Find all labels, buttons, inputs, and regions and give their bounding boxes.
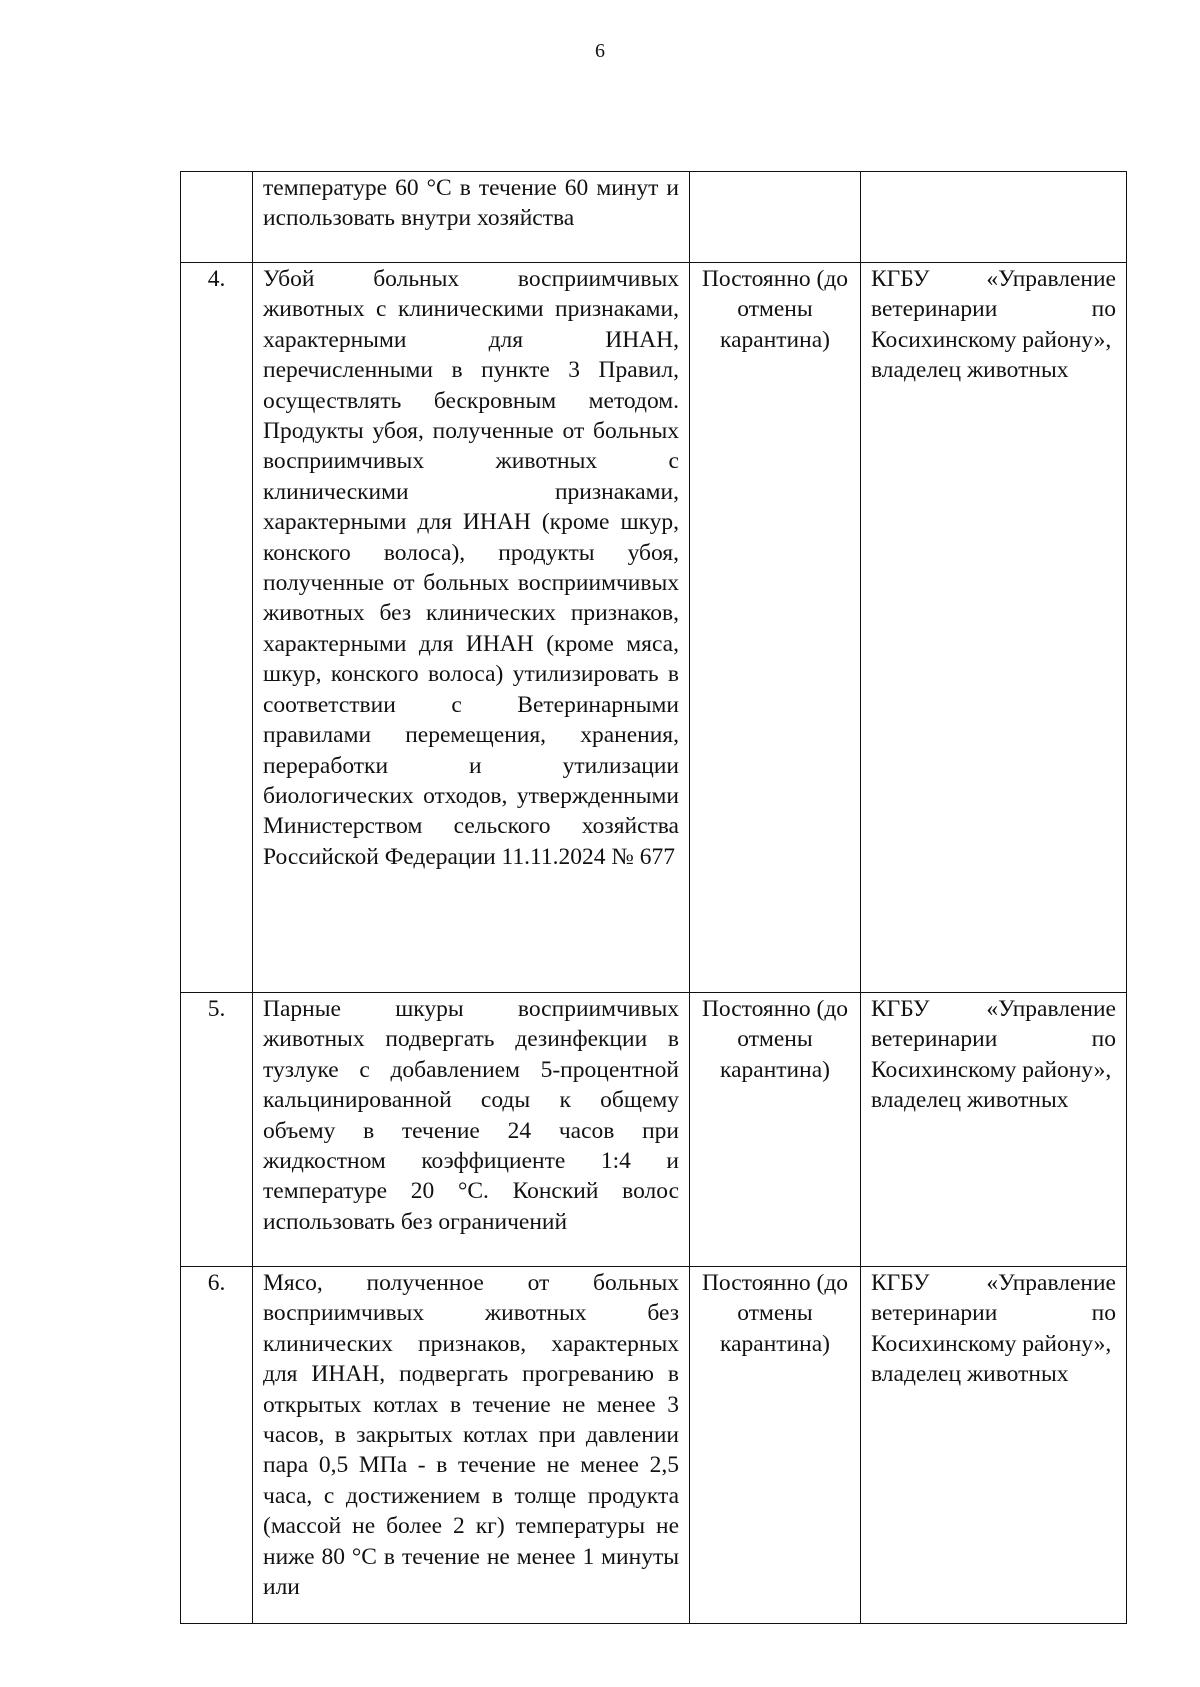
responsible-org: КГБУ «Управление ветеринарии по Косихинскому району», <box>871 1270 1116 1357</box>
responsible-owner: владелец животных <box>871 1361 1069 1388</box>
measure-text: температуре 60 °С в течение 60 минут и использовать внутри хозяйства <box>253 172 690 263</box>
row-number <box>181 172 253 263</box>
term-cell: Постоянно (до отмены карантина) <box>690 1267 861 1624</box>
term-cell <box>690 172 861 263</box>
measure-text: Парные шкуры восприимчивых животных подвергать дезинфекции в тузлуке с добавлением 5-процентной кальцинированной соды к общему объему в течение 24 часов при жидкостном коэффициенте 1:4 и температуре 20 °С. Конский волос использовать без ограничений <box>253 993 690 1267</box>
table-row <box>181 263 1127 993</box>
responsible-cell <box>861 263 1127 993</box>
term-cell: Постоянно (до отмены карантина) <box>690 993 861 1267</box>
responsible-org: КГБУ «Управление ветеринарии по Косихинскому району», <box>871 266 1116 353</box>
measure-text: Убой больных восприимчивых животных с клиническими признаками, характерными для ИНАН, перечисленными в пункте 3 Правил, осуществлять бескровным методом. Продукты убоя, полученные от больных восприимчивых животных с клиническими признаками, характерными для ИНАН (кроме шкур, конского волоса), продукты убоя, полученные от больных восприимчивых животных без клинических признаков, характерными для ИНАН (кроме мяса, шкур, конского волоса) утилизировать в соответствии с Ветеринарными правилами перемещения, хранения, переработки и утилизации биологических отходов, утвержденными Министерством сельского хозяйства Российской Федерации 11.11.2024 № 677 <box>253 263 690 993</box>
measure-text: Мясо, полученное от больных восприимчивых животных без клинических признаков, характерных для ИНАН, подвергать прогреванию в открытых котлах в течение не менее 3 часов, в закрытых котлах при давлении пара 0,5 МПа - в течение не менее 2,5 часа, с достижением в толще продукта (массой не более 2 кг) температуры не ниже 80 °С в течение не менее 1 минуты или <box>253 1267 690 1624</box>
responsible-owner: владелец животных <box>871 357 1069 384</box>
responsible-cell <box>861 993 1127 1267</box>
row-number: 6. <box>181 1267 253 1624</box>
table-row <box>181 1267 1127 1624</box>
responsible-cell <box>861 1267 1127 1624</box>
responsible-org: КГБУ «Управление ветеринарии по Косихинскому району», <box>871 996 1116 1083</box>
page-number: 6 <box>595 40 605 62</box>
table-row <box>181 993 1127 1267</box>
row-number: 4. <box>181 263 253 993</box>
responsible-owner: владелец животных <box>871 1087 1069 1114</box>
table-row <box>181 172 1127 263</box>
measures-table <box>180 171 1127 1624</box>
responsible-cell <box>861 172 1127 263</box>
row-number: 5. <box>181 993 253 1267</box>
term-cell: Постоянно (до отмены карантина) <box>690 263 861 993</box>
